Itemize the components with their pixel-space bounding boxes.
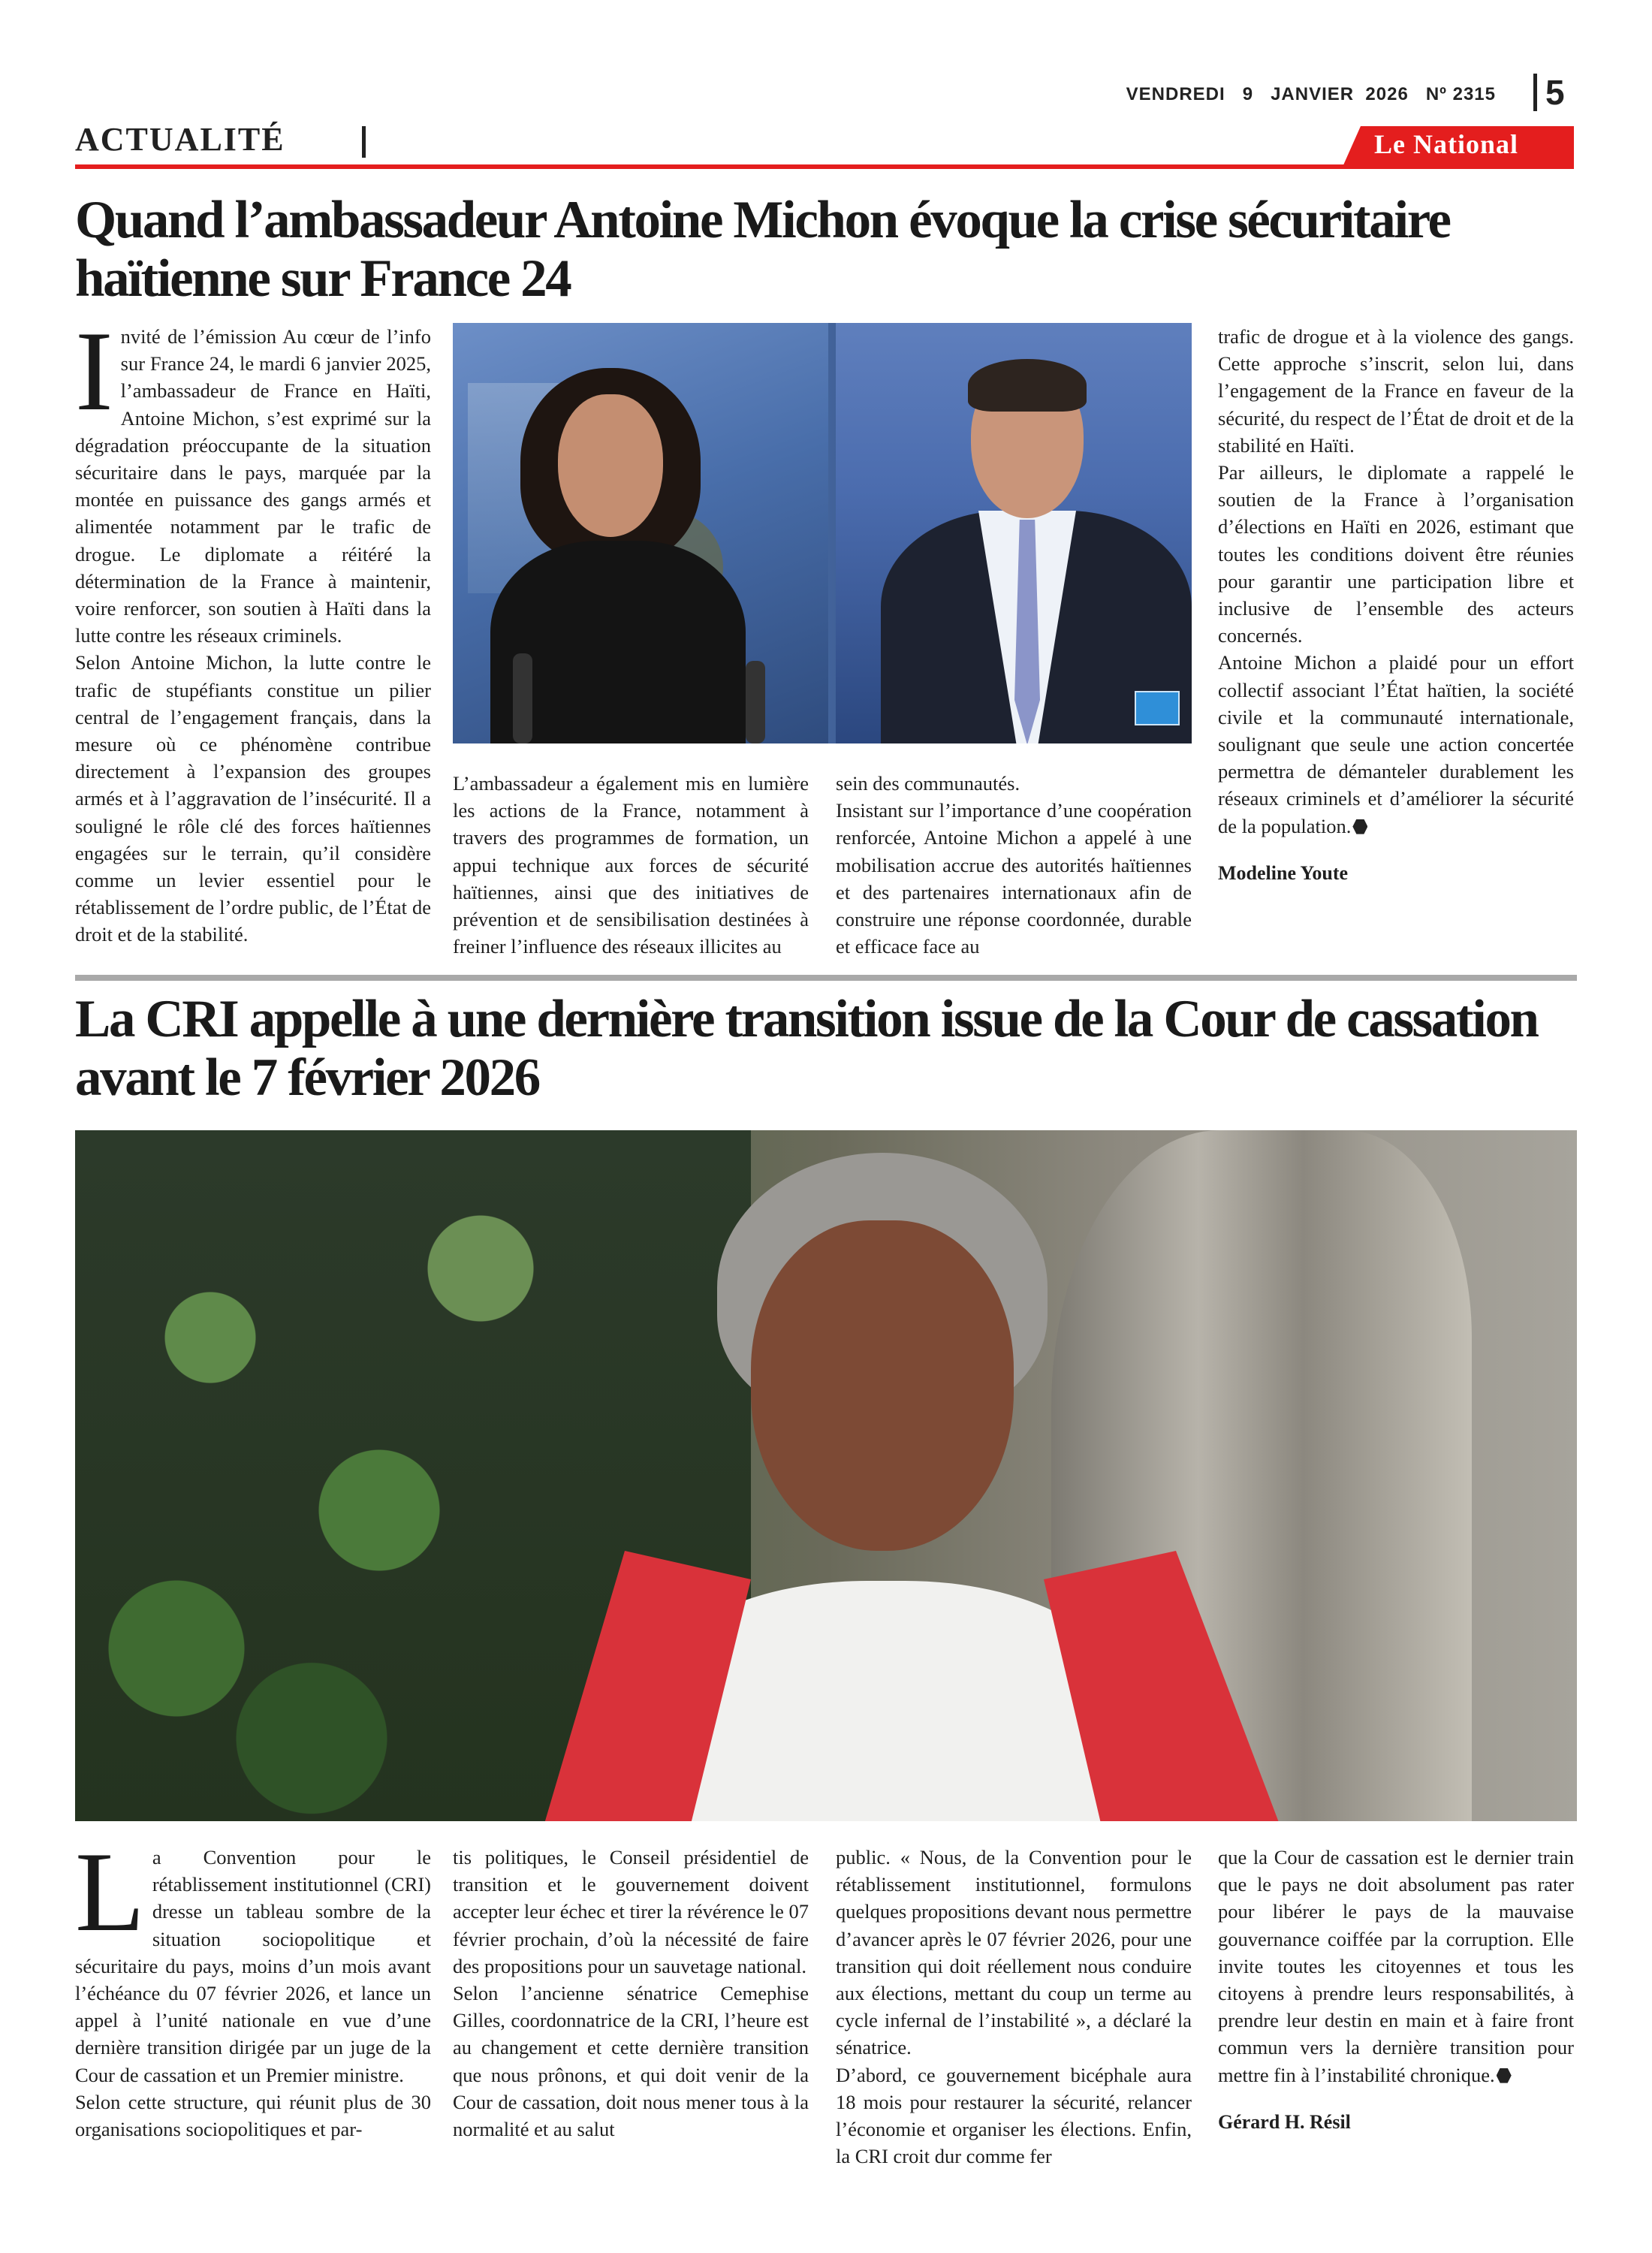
article1-paragraph: Selon Antoine Michon, la lutte contre le trafic de stupéfiants constitue un pilier central de l’engagement français, dans la mesure où ce phénomène contribue directement à l’expansion des groupes armés et à l’aggravation de l’insécurité. Il a souligné le rôle clé des forces haïtiennes engagées sur le terrain, qu’il considère comme un levier essentiel pour le rétablissement de l’ordre public, de l’État de droit et de la stabilité.: [75, 651, 431, 946]
newspaper-brand: Le National: [1374, 129, 1519, 159]
end-of-article-icon: [1497, 2068, 1512, 2083]
article2-paragraph: Selon l’ancienne sénatrice Cemephise Gilles, coordonnatrice de la CRI, l’heure est au changement et cette dernière transition que nous prônons, et qui doit venir de la Cour de cassation, doit nous mener tous à la normalité et au salut: [453, 1982, 809, 2141]
article2-paragraph: D’abord, ce gouvernement bicéphale aura 18 mois pour restaurer la sécurité, relancer l’économie et organiser les élections. Enfin, la CRI croit dur comme fer: [836, 2063, 1192, 2168]
article1-headline: Quand l’ambassadeur Antoine Michon évoque la crise sécuritaire haïtienne sur France 24: [75, 191, 1450, 308]
article1-column-3: [836, 770, 1192, 960]
article1-paragraph: trafic de drogue et à la violence des gangs. Cette approche s’inscrit, selon lui, dans l’engagement de la France en faveur de la sécurité, du respect de l’État de droit et de la stabilité en Haïti.: [1218, 325, 1574, 457]
article2-headline: La CRI appelle à une dernière transition issue de la Cour de cassation avant le 7 février 2026: [75, 990, 1538, 1107]
header-red-rule: [75, 164, 1574, 169]
article2-photo-speaker: [75, 1130, 1577, 1821]
end-of-article-icon: [1352, 819, 1367, 834]
article1-paragraph: L’ambassadeur a également mis en lumière les actions de la France, notamment à travers des programmes de formation, un appui technique aux forces de sécurité haïtiennes, ainsi que des initiatives de prévention et de sensibilisation destinées à freiner l’influence des réseaux illicites au: [453, 772, 809, 958]
section-divider: [362, 126, 366, 158]
article1-paragraph: sein des communautés.: [836, 772, 1020, 795]
article1-dropcap: I: [75, 308, 113, 434]
article2-dropcap: L: [75, 1829, 145, 1955]
article1-column-2: [453, 770, 809, 960]
article2-paragraph: public. « Nous, de la Convention pour le rétablissement institutionnel, formulons quelques propositions devant nous permettre d’avancer après le 07 février 2026, pour une transition qui doit réellement nous conduire aux élections, mettant du coup un terme au cycle infernal de l’instabilité », a déclaré la sénatrice.: [836, 1846, 1192, 2059]
article1-paragraph-text: Antoine Michon a plaidé pour un effort collectif associant l’État haïtien, la société civile et la communauté internationale, soulignant que seule une action concertée permettra de démanteler durablement les réseaux criminels et d’améliorer la sécurité de la population.: [1218, 651, 1574, 837]
article2-paragraph: Selon cette structure, qui réunit plus de 30 organisations sociopolitiques et par-: [75, 2090, 431, 2141]
article1-paragraph: Par ailleurs, le diplomate a rappelé le soutien de la France à l’organisation d’élections en Haïti en 2026, estimant que toutes les conditions doivent être réunies pour garantir une participation libre et inclusive de l’ensemble des acteurs concernés.: [1218, 461, 1574, 647]
section-title: ACTUALITÉ: [75, 121, 285, 158]
issue-date-number: 9: [1242, 84, 1254, 104]
article1-paragraph: [1218, 649, 1574, 839]
article2-column-3: [836, 1844, 1192, 2170]
article2-byline: Gérard H. Résil: [1218, 2110, 1351, 2133]
article2-column-1: [75, 1829, 431, 2143]
article1-paragraph: Insistant sur l’importance d’une coopération renforcée, Antoine Michon a appelé à une mobilisation accrue des autorités haïtiennes et des partenaires internationaux afin de construire une réponse coordonnée, durable et efficace face au: [836, 799, 1192, 958]
channel-logo-icon: [1135, 691, 1180, 725]
article2-column-2: [453, 1844, 809, 2143]
article1-byline: Modeline Youte: [1218, 861, 1349, 884]
header-divider: [1533, 74, 1537, 111]
article-separator: [75, 975, 1577, 981]
article1-paragraph: nvité de l’émission Au cœur de l’info sur France 24, le mardi 6 janvier 2025, l’ambassadeur de France en Haïti, Antoine Michon, s’est exprimé sur la dégradation préoccupante de la situation sécuritaire dans le pays, marquée par la montée en puissance des gangs armés et alimentée notamment par le trafic de drogue. Le diplomate a réitéré la détermination de la France à maintenir, voire renforcer, son soutien à Haïti dans la lutte contre les réseaux criminels.: [75, 325, 431, 647]
host-face: [558, 394, 663, 537]
article2-paragraph: [1218, 1844, 1574, 2089]
microphone-icon: [513, 653, 532, 743]
ambassador-hair: [968, 359, 1087, 412]
article2-paragraph: tis politiques, le Conseil présidentiel de transition et le gouvernement doivent accepter leur échec et tirer la révérence le 07 février prochain, d’où la nécessité de faire des propositions pour un sauvetage national.: [453, 1846, 809, 1977]
article1-photo-tv-studio: [453, 323, 1192, 743]
page-number: 5: [1545, 73, 1565, 112]
issue-day: VENDREDI: [1126, 84, 1225, 104]
article1-column-1: [75, 308, 431, 949]
issue-month-year: JANVIER 2026: [1271, 84, 1409, 104]
article2-paragraph: a Convention pour le rétablissement institutionnel (CRI) dresse un tableau sombre de la situation sociopolitique et sécuritaire du pays, moins d’un mois avant l’échéance du 07 février 2026, et lance un appel à l’unité nationale en vue d’une dernière transition dirigée par un juge de la Cour de cassation et un Premier ministre.: [75, 1846, 431, 2086]
article2-paragraph-text: que la Cour de cassation est le dernier train que le pays ne doit absolument pas rater pour libérer le pays de la mauvaise gouvernance coiffée par la corruption. Elle invite toutes les citoyennes et tous les citoyens à prendre leurs responsabilités, à prendre leur destin en main et à faire front commun vers la dernière transition pour mettre fin à l’instabilité chronique.: [1218, 1846, 1574, 2086]
issue-dateline: [1126, 84, 1496, 105]
microphone-icon: [746, 661, 765, 743]
article1-column-4: [1218, 323, 1574, 887]
speaker-face: [751, 1220, 1014, 1551]
article2-column-4: [1218, 1844, 1574, 2136]
issue-number: Nº 2315: [1425, 84, 1496, 104]
